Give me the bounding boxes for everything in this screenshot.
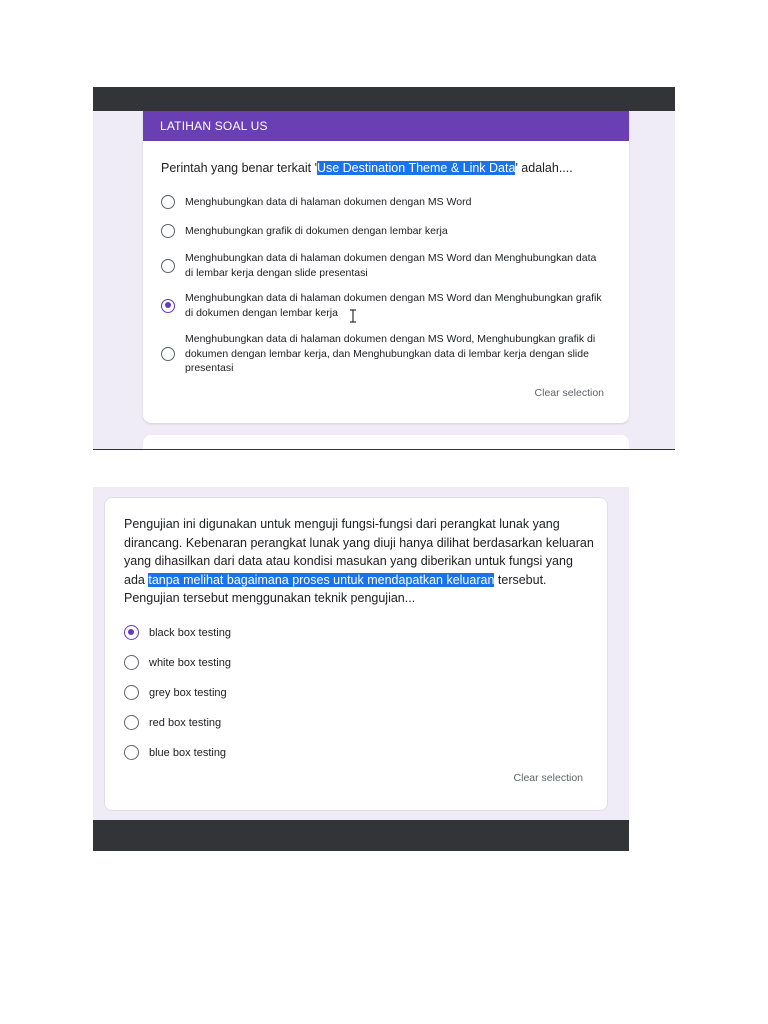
option-label: blue box testing <box>149 746 227 759</box>
option-3[interactable] <box>124 685 227 700</box>
question-prefix: Perintah yang benar terkait ' <box>161 161 317 175</box>
option-3[interactable] <box>161 251 605 280</box>
bottom-dark-bar <box>93 820 629 851</box>
radio-unchecked-icon[interactable] <box>124 685 139 700</box>
option-label: Menghubungkan data di halaman dokumen dengan MS Word, Menghubungkan grafik di dokumen dengan lembar kerja, dan Menghubungkan data di lembar kerja dengan slide presentasi <box>185 333 596 374</box>
question-prefix: Pengujian ini digunakan untuk menguji fungsi-fungsi dari perangkat lunak yang dirancang. Kebenaran perangkat lunak yang diuji hanya dilihat berdasarkan keluaran yang dihasilkan dari data atau kondisi masukan yang diberikan untuk fungsi yang ada <box>124 517 594 587</box>
option-label: grey box testing <box>149 686 227 699</box>
radio-unchecked-icon[interactable] <box>124 715 139 730</box>
question-text <box>124 515 594 608</box>
option-label: white box testing <box>149 656 231 669</box>
option-label: red box testing <box>149 716 222 729</box>
screenshot-google-form-2 <box>93 487 629 851</box>
question-text <box>161 161 573 175</box>
radio-unchecked-icon[interactable] <box>161 259 175 273</box>
option-5[interactable] <box>161 332 605 376</box>
option-4[interactable] <box>124 715 221 730</box>
question-highlight: Use Destination Theme & Link Data <box>316 161 516 175</box>
option-label: black box testing <box>149 626 231 639</box>
option-5[interactable] <box>124 745 226 760</box>
option-label: Menghubungkan grafik di dokumen dengan lembar kerja <box>185 225 448 237</box>
clear-selection-button[interactable]: Clear selection <box>513 772 583 784</box>
radio-unchecked-icon[interactable] <box>124 745 139 760</box>
top-dark-bar <box>93 87 675 111</box>
option-2[interactable] <box>124 655 231 670</box>
radio-checked-icon[interactable] <box>124 625 139 640</box>
radio-unchecked-icon[interactable] <box>124 655 139 670</box>
question-suffix: ' adalah.... <box>515 161 573 175</box>
text-cursor-icon <box>349 309 357 323</box>
next-question-card <box>143 435 629 450</box>
bottom-dark-line <box>93 449 675 450</box>
question-highlight: tanpa melihat bagaimana proses untuk mendapatkan keluaran <box>148 572 495 587</box>
option-4[interactable] <box>161 291 605 320</box>
radio-unchecked-icon[interactable] <box>161 195 175 209</box>
option-1[interactable] <box>161 195 605 210</box>
screenshot-google-form-1 <box>93 87 675 450</box>
clear-selection-button[interactable]: Clear selection <box>534 387 604 399</box>
form-title-header: LATIHAN SOAL US <box>143 111 629 141</box>
question-card <box>104 497 608 811</box>
option-label: Menghubungkan data di halaman dokumen dengan MS Word dan Menghubungkan data di lembar kerja dengan slide presentasi <box>185 252 597 279</box>
option-label: Menghubungkan data di halaman dokumen dengan MS Word <box>185 196 472 208</box>
option-label: Menghubungkan data di halaman dokumen dengan MS Word dan Menghubungkan grafik di dokumen dengan lembar kerja <box>185 292 602 319</box>
radio-unchecked-icon[interactable] <box>161 224 175 238</box>
question-suffix: tersebut. Pengujian tersebut menggunakan teknik pengujian... <box>124 572 547 605</box>
radio-checked-icon[interactable] <box>161 299 175 313</box>
option-2[interactable] <box>161 224 605 239</box>
option-1[interactable] <box>124 625 231 640</box>
radio-unchecked-icon[interactable] <box>161 347 175 361</box>
